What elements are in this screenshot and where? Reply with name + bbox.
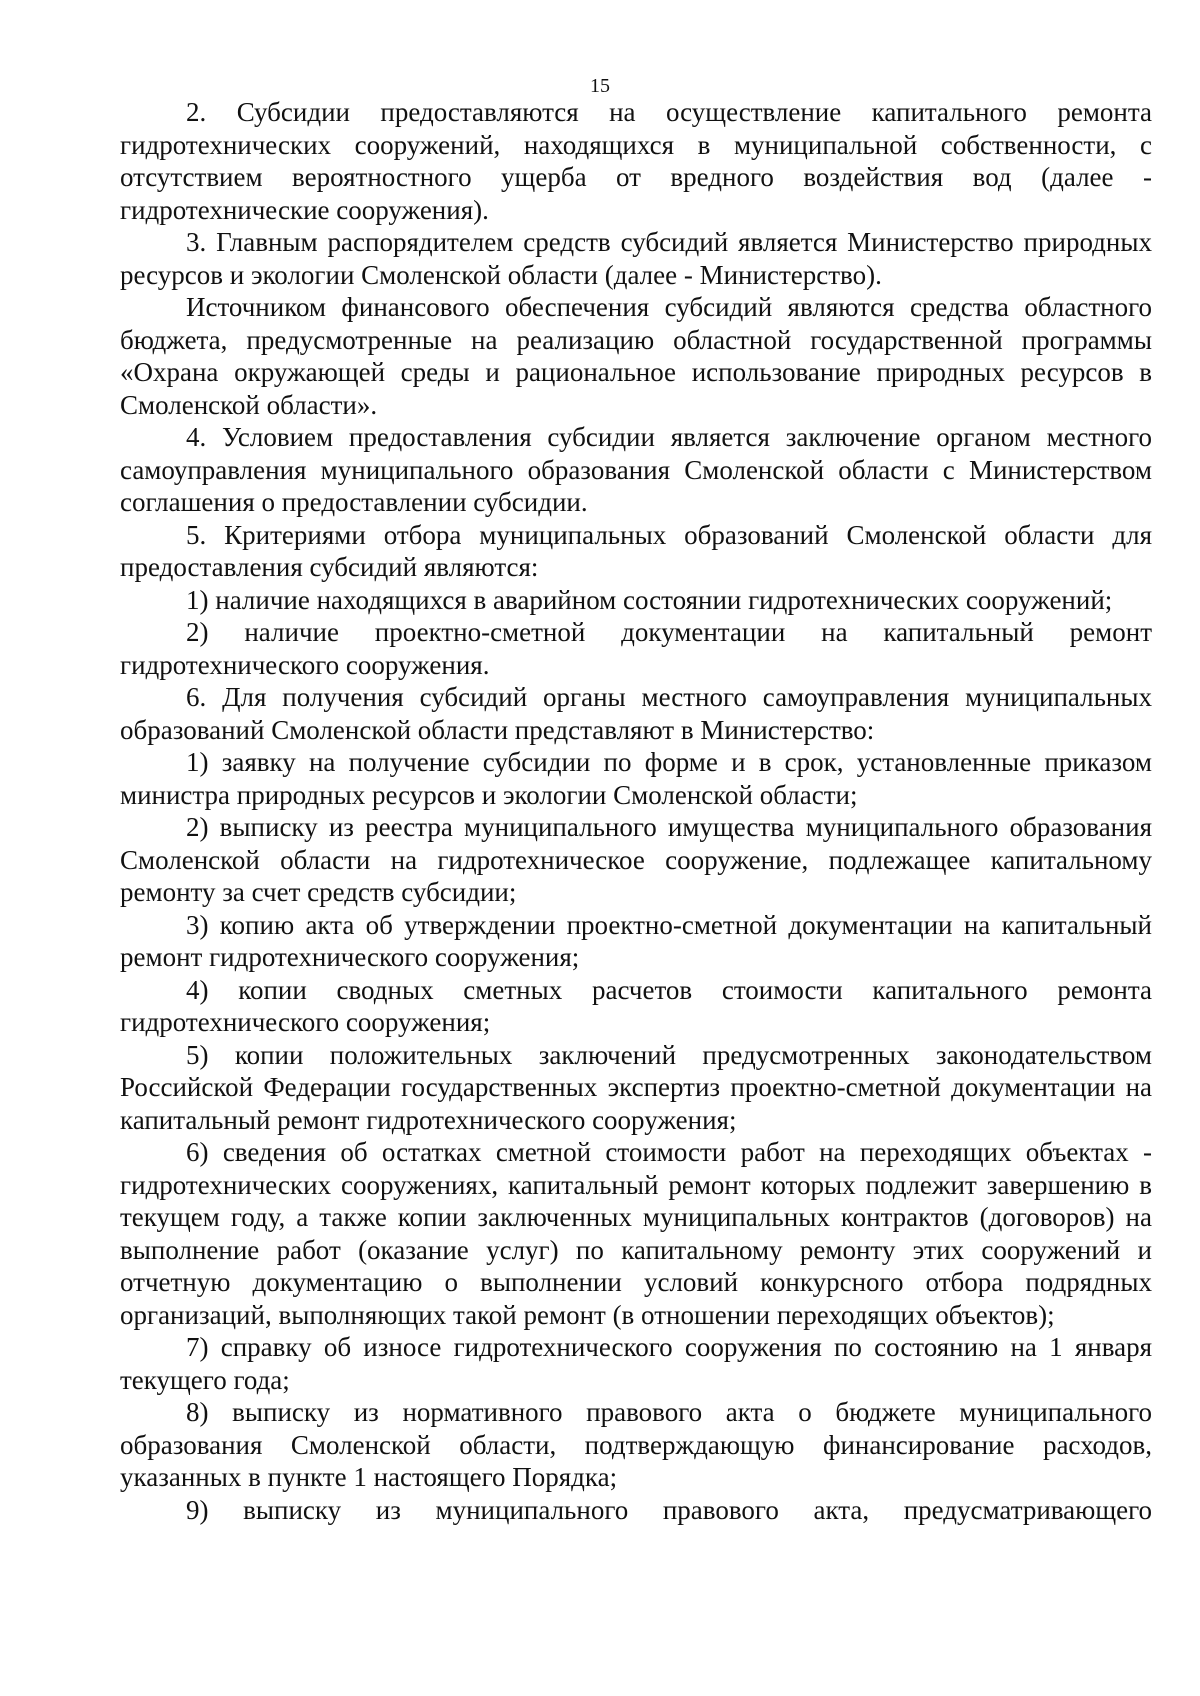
paragraph-5-criteria: 5. Критериями отбора муниципальных образований Смоленской области для предоставления субсидий являются: xyxy=(120,519,1152,582)
list-item-criteria-2: 2) наличие проектно-сметной документации на капитальный ремонт гидротехнического сооружения. xyxy=(120,617,1152,680)
list-item-document-1: 1) заявку на получение субсидии по форме и в срок, установленные приказом министра природных ресурсов и экологии Смоленской области; xyxy=(120,747,1152,810)
list-item-document-5: 5) копии положительных заключений предусмотренных законодательством Российской Федерации государственных экспертиз проектно-сметной документации на капитальный ремонт гидротехнического сооружения; xyxy=(120,1039,1152,1135)
list-item-document-6: 6) сведения об остатках сметной стоимости работ на переходящих объектах - гидротехнических сооружениях, капитальный ремонт которых подлежит завершению в текущем году, а также копии заключенных муниципальных контрактов (договоров) на выполнение работ (оказание услуг) по капитальному ремонту этих сооружений и отчетную документацию о выполнении условий конкурсного отбора подрядных организаций, выполняющих такой ремонт (в отношении переходящих объектов); xyxy=(120,1137,1152,1330)
paragraph-4-condition: 4. Условием предоставления субсидии является заключение органом местного самоуправления муниципального образования Смоленской области с Министерством соглашения о предоставлении субсидии. xyxy=(120,422,1152,517)
list-item-document-3: 3) копию акта об утверждении проектно-сметной документации на капитальный ремонт гидротехнического сооружения; xyxy=(120,909,1152,972)
list-item-document-8: 8) выписку из нормативного правового акта о бюджете муниципального образования Смоленской области, подтверждающую финансирование расходов, указанных в пункте 1 настоящего Порядка; xyxy=(120,1397,1152,1492)
list-item-document-2: 2) выписку из реестра муниципального имущества муниципального образования Смоленской области на гидротехническое сооружение, подлежащее капитальному ремонту за счет средств субсидии; xyxy=(120,812,1152,907)
document-body xyxy=(120,96,1152,1526)
list-item-criteria-1: 1) наличие находящихся в аварийном состоянии гидротехнических сооружений; xyxy=(186,584,1113,615)
paragraph-2-subsidies-purpose: 2. Субсидии предоставляются на осуществление капитального ремонта гидротехнических сооружений, находящихся в муниципальной собственности, с отсутствием вероятностного ущерба от вредного воздействия вод (далее - гидротехнические сооружения). xyxy=(120,97,1152,225)
list-item-document-7: 7) справку об износе гидротехнического сооружения по состоянию на 1 января текущего года; xyxy=(120,1332,1152,1395)
paragraph-3-main-administrator: 3. Главным распорядителем средств субсидий является Министерство природных ресурсов и экологии Смоленской области (далее - Министерство). xyxy=(120,227,1152,290)
list-item-document-9: 9) выписку из муниципального правового акта, предусматривающего xyxy=(186,1494,1152,1525)
page-number: 15 xyxy=(590,75,610,97)
list-item-document-4: 4) копии сводных сметных расчетов стоимости капитального ремонта гидротехнического сооружения; xyxy=(120,974,1152,1037)
paragraph-6-documents: 6. Для получения субсидий органы местного самоуправления муниципальных образований Смоленской области представляют в Министерство: xyxy=(120,682,1152,745)
paragraph-funding-source: Источником финансового обеспечения субсидий являются средства областного бюджета, предусмотренные на реализацию областной государственной программы «Охрана окружающей среды и рациональное использование природных ресурсов в Смоленской области». xyxy=(120,292,1152,420)
